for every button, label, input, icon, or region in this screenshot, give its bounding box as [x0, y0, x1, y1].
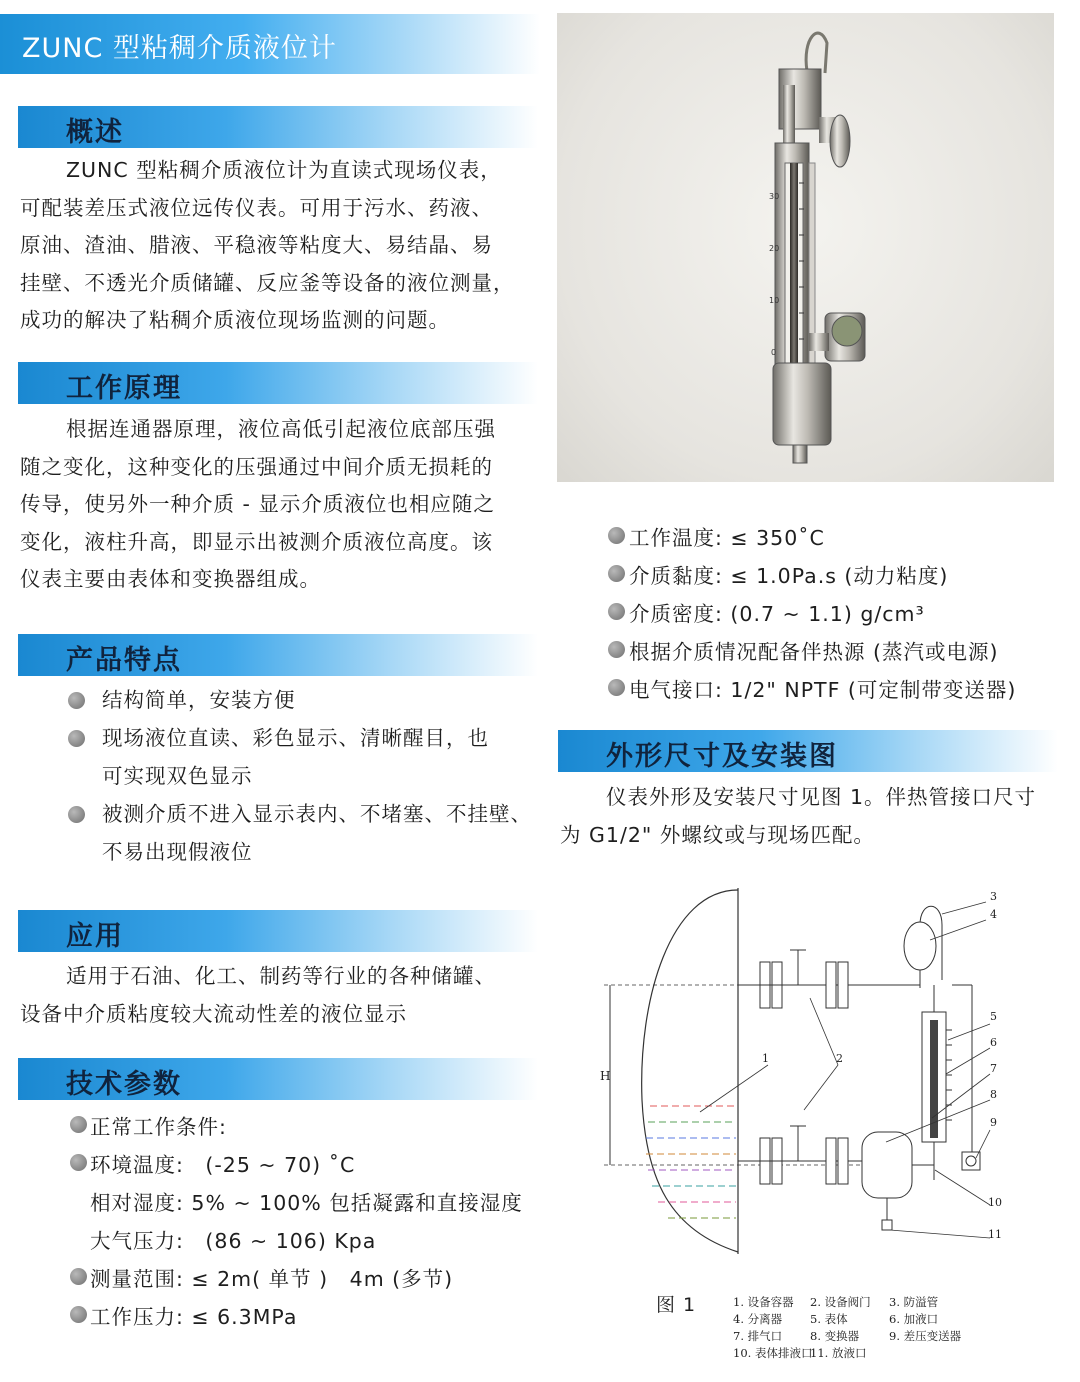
param-line: 正常工作条件:: [90, 1115, 227, 1139]
text-line: 被测介质不进入显示表内、不堵塞、不挂壁、: [102, 802, 532, 826]
callout-number: 5: [990, 1010, 997, 1023]
callout-number: 4: [990, 908, 997, 921]
section-heading: 工作原理: [66, 373, 182, 404]
bullet-icon: [608, 603, 625, 620]
callout-number: 7: [990, 1062, 997, 1075]
text-line: 现场液位直读、彩色显示、清晰醒目，也: [102, 726, 489, 750]
legend-item: 6. 加液口: [889, 1312, 939, 1326]
param-line: 电气接口: 1/2" NPTF (可定制带变送器): [629, 678, 1017, 702]
callout-number: 9: [990, 1116, 997, 1129]
callout-number: 2: [836, 1052, 843, 1065]
legend-item: 4. 分离器: [733, 1312, 783, 1326]
legend-item: 9. 差压变送器: [889, 1329, 962, 1343]
legend-item: 2. 设备阀门: [810, 1295, 871, 1309]
text-line: 随之变化，这种变化的压强通过中间介质无损耗的: [20, 454, 493, 479]
text-line: 变化，液柱升高，即显示出被测介质液位高度。该: [20, 529, 493, 554]
section-header-application: [18, 910, 538, 952]
text-line: 可实现双色显示: [102, 763, 253, 788]
callout-number: 3: [990, 890, 997, 903]
level-gauge-illustration: [557, 13, 1054, 482]
dimensions-text: [560, 779, 1075, 854]
scale-label: 10: [769, 296, 780, 305]
text-line: 结构简单，安装方便: [102, 688, 296, 712]
param-line: 工作温度: ≤ 350˚C: [629, 526, 825, 550]
param-line: 工作压力: ≤ 6.3MPa: [90, 1305, 298, 1329]
param-line: 环境温度: (-25 ~ 70) ˚C: [90, 1153, 356, 1177]
height-label: H: [600, 1069, 611, 1083]
text-line: 仪表主要由表体和变换器组成。: [20, 567, 321, 591]
list-item: [102, 796, 532, 871]
bullet-icon: [68, 806, 85, 823]
section-heading: 外形尺寸及安装图: [606, 741, 838, 772]
bullet-icon: [68, 692, 85, 709]
bullet-icon: [608, 565, 625, 582]
param-line: 测量范围: ≤ 2m( 单节 ) 4m (多节): [90, 1267, 454, 1291]
page-title-banner: [0, 14, 540, 74]
text-line: 不易出现假液位: [102, 839, 253, 864]
section-header-principle: [18, 362, 538, 404]
param-line: 大气压力: (86 ~ 106) Kpa: [90, 1229, 377, 1253]
text-line: 根据连通器原理，液位高低引起液位底部压强: [66, 417, 496, 441]
param-line: 相对湿度: 5% ~ 100% 包括凝露和直接湿度: [90, 1191, 523, 1215]
application-text: [20, 958, 540, 1033]
section-heading: 产品特点: [66, 645, 182, 676]
scale-label: 30: [769, 192, 780, 201]
scale-label: 20: [769, 244, 780, 253]
list-item: [102, 682, 296, 720]
legend-item: 1. 设备容器: [733, 1295, 794, 1309]
callout-number: 1: [762, 1052, 769, 1065]
text-line: 仪表外形及安装尺寸见图 1。伴热管接口尺寸: [606, 785, 1037, 809]
callout-number: 8: [990, 1088, 997, 1101]
bullet-icon: [608, 679, 625, 696]
section-heading: 应用: [66, 921, 124, 952]
callout-number: 6: [990, 1036, 997, 1049]
text-line: 设备中介质粘度较大流动性差的液位显示: [20, 1001, 407, 1026]
section-header-dimensions: [558, 730, 1058, 772]
param-line: 介质黏度: ≤ 1.0Pa.s (动力粘度): [629, 564, 949, 588]
scale-label: 0: [771, 348, 777, 357]
bullet-icon: [608, 641, 625, 658]
principle-text: [20, 411, 540, 599]
text-line: 挂壁、不透光介质储罐、反应釜等设备的液位测量，: [20, 270, 515, 295]
bullet-icon: [68, 730, 85, 747]
param-line: 介质密度: (0.7 ~ 1.1) g/cm³: [629, 602, 925, 626]
section-header-overview: [18, 106, 538, 148]
param-line: 根据介质情况配备伴热源 (蒸汽或电源): [629, 640, 999, 664]
section-heading: 技术参数: [66, 1069, 182, 1100]
callout-number: 10: [988, 1196, 1002, 1209]
bullet-icon: [70, 1268, 87, 1285]
section-header-features: [18, 634, 538, 676]
text-line: 传导，使另外一种介质 - 显示介质液位也相应随之: [20, 492, 495, 516]
list-item: [102, 720, 489, 795]
text-line: ZUNC 型粘稠介质液位计为直读式现场仪表，: [66, 158, 502, 182]
bullet-icon: [70, 1154, 87, 1171]
legend-item: 10. 表体排液口: [733, 1346, 813, 1360]
legend-item: 8. 变换器: [810, 1329, 860, 1343]
section-header-tech: [18, 1058, 538, 1100]
bullet-icon: [70, 1306, 87, 1323]
text-line: 可配装差压式液位远传仪表。可用于污水、药液、: [20, 195, 493, 220]
text-line: 为 G1/2" 外螺纹或与现场匹配。: [560, 822, 875, 847]
page-title: ZUNC 型粘稠介质液位计: [22, 33, 337, 64]
legend-item: 11. 放液口: [810, 1346, 867, 1360]
legend-item: 7. 排气口: [733, 1329, 783, 1343]
bullet-icon: [608, 527, 625, 544]
legend-item: 3. 防溢管: [889, 1295, 939, 1309]
text-line: 原油、渣油、腊液、平稳液等粘度大、易结晶、易: [20, 233, 493, 257]
installation-diagram: [590, 880, 1030, 1280]
callout-number: 11: [988, 1228, 1002, 1241]
product-photo: [557, 13, 1054, 482]
text-line: 成功的解决了粘稠介质液位现场监测的问题。: [20, 308, 450, 332]
section-heading: 概述: [66, 117, 124, 148]
overview-text: [20, 152, 540, 340]
text-line: 适用于石油、化工、制药等行业的各种储罐、: [66, 964, 496, 988]
bullet-icon: [70, 1116, 87, 1133]
legend-item: 5. 表体: [810, 1312, 848, 1326]
figure-caption: 图 1: [656, 1294, 697, 1316]
